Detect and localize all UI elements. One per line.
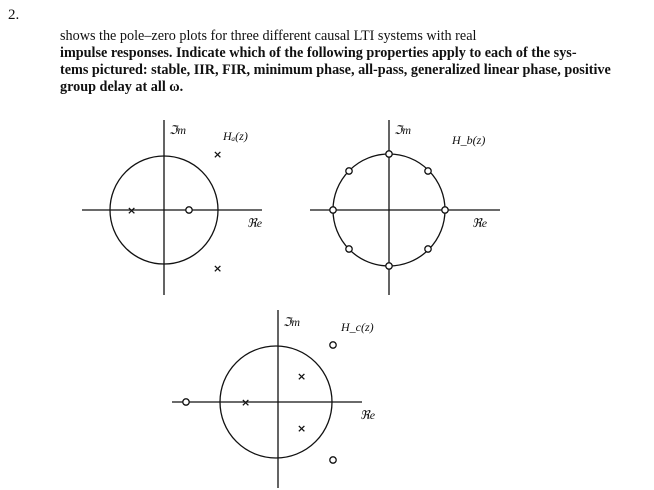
plot-c-zero-upper <box>330 342 336 348</box>
plot-c-re-label: ℜe <box>360 408 376 422</box>
plot-c <box>172 310 362 488</box>
plot-c-zero-lower <box>330 457 336 463</box>
plot-a <box>82 120 262 295</box>
plot-a-pole-lower: × <box>213 262 223 275</box>
plot-b-title: H_b(z) <box>452 133 486 147</box>
plot-b-zero-lower-left <box>346 246 352 252</box>
plot-b-im-label: ℑm <box>394 123 412 137</box>
plot-c-im-label: ℑm <box>283 315 301 329</box>
plot-c-pole-real: × <box>241 396 251 409</box>
plot-b-zero-left <box>330 207 336 213</box>
statement-line-4: group delay at all ω. <box>60 79 184 95</box>
plot-a-zero <box>186 207 192 213</box>
statement-line-1: shows the pole–zero plots for three different causal LTI systems with real <box>60 28 477 44</box>
plot-b-re-label: ℜe <box>472 216 488 230</box>
plot-a-pole-upper: × <box>213 148 223 161</box>
plot-c-title: H_c(z) <box>341 320 374 334</box>
plot-b-zero-upper-right <box>425 168 431 174</box>
plot-b-zero-right <box>442 207 448 213</box>
plot-b-zero-lower-right <box>425 246 431 252</box>
plot-a-im-label: ℑm <box>169 123 187 137</box>
statement-line-3: tems pictured: stable, IIR, FIR, minimum phase, all-pass, generalized linear phase, positive <box>60 62 611 78</box>
plot-a-re-label: ℜe <box>247 216 263 230</box>
plot-a-pole-real: × <box>127 204 137 217</box>
problem-number: 2. <box>8 7 20 23</box>
plot-b-zero-upper-left <box>346 168 352 174</box>
plot-c-pole-upper: × <box>297 370 307 383</box>
plot-b-zero-top <box>386 151 392 157</box>
plot-c-pole-lower: × <box>297 422 307 435</box>
plot-c-zero-real <box>183 399 189 405</box>
plot-b-zero-bottom <box>386 263 392 269</box>
plot-a-title: Hₐ(z) <box>223 129 248 143</box>
statement-line-2: impulse responses. Indicate which of the following properties apply to each of the sys- <box>60 45 577 61</box>
